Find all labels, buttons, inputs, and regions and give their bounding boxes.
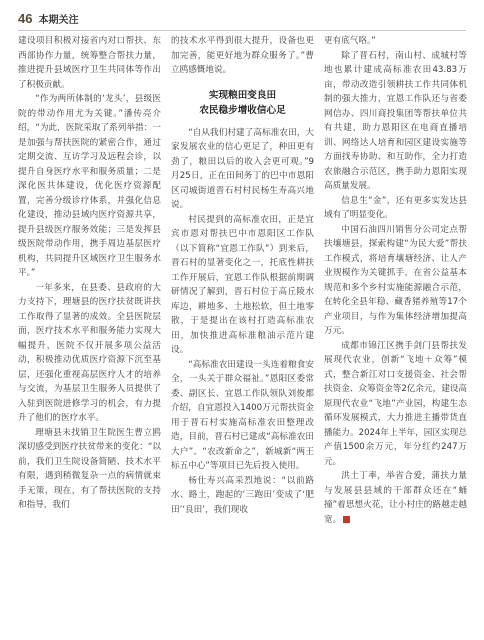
paragraph: 的技术水平得到很大提升，设备也更加完善，能更好地为群众服务了。”曹立鸥感慨地说。 — [171, 36, 314, 75]
page-number: 46 — [18, 10, 33, 26]
end-mark-icon — [343, 516, 350, 523]
column-2 — [171, 34, 314, 634]
column-3 — [324, 34, 467, 634]
paragraph: “高标准农田建设一头连着粮食安全，一头关于群众福祉。”恩阳区委常委、副区长、宜恩工作队领队刘俊都介绍，自宜恩投入1400万元帮扶资金用于晋石村实施高标准农田整理改造，目前，晋石村已建成“高标准农田大户”。“农改新命之”，新城新“两王标五中心”等项目已先后投入使用。 — [171, 359, 314, 471]
paragraph-text: 洪土丁率，举省合爱，蒲扶力量与发展县县域的干部群众还在“蛹撞”着思想火花，让小村庄的路越走越宽。 — [324, 471, 467, 525]
paragraph: 中国石油四川销售分公司定点帮扶壤塘县，探索构建“为民大爱”帮扶工作模式，将培育壤塘经济、让人产业规模作为关键抓手，在省公益基本规范和多个乡村实施能源融合示范，在转化全县年稳、藏香猪养殖等17个产业项目，与作为集体经济增加提高万元。 — [324, 224, 467, 336]
paragraph: 一年多来，在县委、县政府的大力支持下，理塘县的医疗扶贫既讲扶工作取得了显著的成效。全县医院层面，医疗技术水平和服务能力实现大幅提升，医院不仅开展多项公益活动，积极推动优质医疗资源下沉至基层，还强化重视高层医疗人才的培养与交流，为基层卫生服务人员提供了入驻到医院进修学习的机会，有力提升了他们的医疗水平。 — [18, 282, 161, 423]
column-1 — [18, 34, 161, 634]
header-divider — [18, 30, 466, 31]
section-title: 本期关注 — [38, 14, 79, 26]
paragraph: “自从我们村建了高标准农田，大家发展农业的信心更足了，种田更有劲了，粮田以后的收入会更可观。”9月25日，正在田间务丁的巴中市恩阳区司城街道晋石村村民杨生寿高兴地说。 — [171, 127, 314, 210]
paragraph: 成都市锦江区携手剑门县帮扶发展现代农业，创新“飞地＋众筹”模式，整合新江对口支援资金、社会帮扶资金、众筹资金等2亿余元，建设高原现代农业“飞地”产业园，构建生态循环发展模式，大力推进主播带货直播能力。2024年上半年，园区实现总产值1500余万元，年分红约247万元。 — [324, 340, 467, 467]
paragraph-last — [324, 469, 467, 527]
paragraph: 更有底气咯。” — [324, 36, 376, 46]
page-header — [18, 8, 466, 28]
paragraph: 村民提到的高标准农田，正是宜宾市恩对帮扶巴中市恩阳区工作队（以下简称“宜恩工作队”）到来后，晋石村的显著变化之一，托底性耕扶工作开展后，宜恩工作队根据前期调研情况了解到，晋石村位于高丘陵水库边，耕地多、土地松软，但土地零散，于是提出在该村打造高标准农田，加快推进高标准粮油示范片建设。 — [171, 214, 314, 355]
paragraph: 杨仕寿兴高采烈地说：“以前路水、路土，跑起的‘三跑田’变成了‘肥田’‘良田’，我们现收 — [171, 475, 314, 515]
subheading-line-2: 农民稳步增收信心足 — [199, 104, 286, 116]
paragraph: 理塘县未找销卫生院医生曹立鸥深切感受到医疗扶贫带来的变化：“以前，我们卫生院设备简陋、技术水平有限，遇到稍微复杂一点的病情就束手无策，现在，有了帮扶医院的支持和指导，我们 — [18, 427, 161, 510]
paragraph: 建设项目积极对接省内对口帮扶、东西部协作力量，统筹整合帮扶力量，推进提升县域医疗卫生共同体等作出了积极贡献。 — [18, 36, 161, 90]
paragraph: “作为两所体制的‘龙头’，县级医院的带动作用尤为关键。”潘传亮介绍，“为此，医院采取了系列举措：一是加强与帮扶医院的紧密合作，通过定期交流、互访学习及远程会诊，以提升自身医疗水平和服务质量；二是深化医共体建设，优化医疗资源配置，完善分级诊疗体系，并强化信息化建设，推动县域内医疗资源共享，提升县级医疗服务效能；三是发挥县级医院带动作用，携手周边基层医疗机构，共同提升区域医疗卫生服务水平。” — [18, 94, 161, 278]
subheading-line-1: 实现粮田变良田 — [208, 89, 277, 101]
paragraph: 除了晋石村，南山村、成城村等地也累计建成高标准农田43.83万亩，带动改造引领耕扶工作共同体机制的强大推力，宜恩工作队还与省委网信办、四川商投集团等帮扶单位共有共建，助力恩阳区在电商直播培训、网络达人培育和园区建设实施等方面找寿协助、和互助作，全力打造农旅融合示范区，携手助力恩阳实现高质量发展。 — [324, 50, 467, 191]
article-body — [18, 34, 468, 634]
paragraph: 信息生“金”，还有更多实发达县域有了明显变化。 — [324, 195, 467, 220]
subheading — [171, 88, 314, 118]
